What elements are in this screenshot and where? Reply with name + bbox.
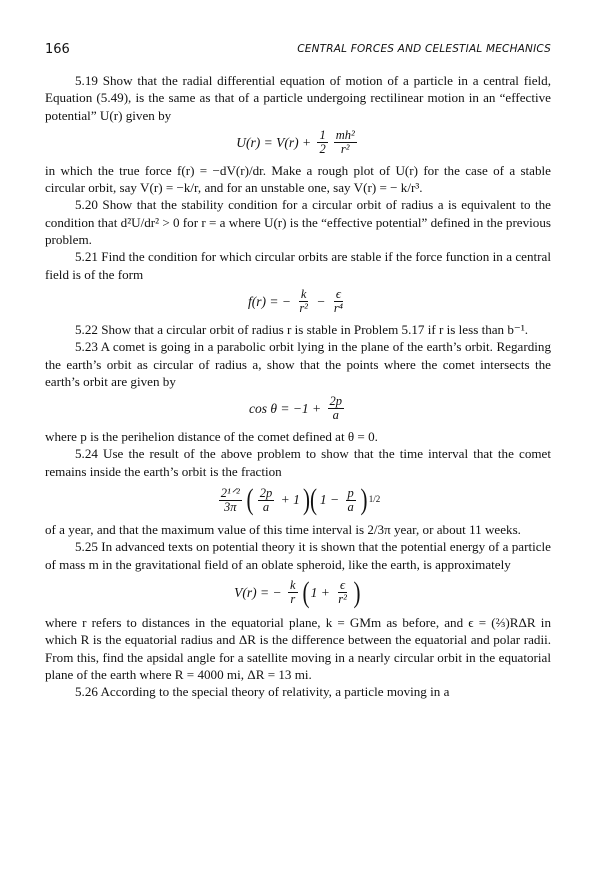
equation-time-fraction: $\frac{\text{2¹ᐟ²}}{3\pi}$ ( $\frac{2p}{a}$ + 1 )( 1 − $\frac{p}{a}$ ) 1/2 — [220, 483, 381, 517]
problem-5-23-continued: where p is the perihelion distance of the comet defined at θ = 0. — [45, 429, 378, 445]
problem-5-25-continued: where r refers to distances in the equatorial plane, k = GMm as before, and ϵ = (⅔)RΔR in which R is the equatorial radius and ΔR is the difference between the equatorial and polar radii. From this, find the apsidal angle for a satellite moving in a nearly circular orbit in the equatorial plane of the earth where R = 4000 mi, ΔR = 13 mi. — [45, 614, 551, 682]
page-number: 166 — [45, 42, 70, 57]
equation-oblate-potential: V(r) = − $\frac{k}{r}$ ( 1 + $\frac{\epsilon}{\text{r²}}$ ) — [234, 575, 361, 609]
equation-comet-intersection: cos θ = −1 + $\frac{2p}{a}$ — [248, 394, 343, 423]
equation-force-function: f(r) = − $\frac{k}{\text{r²}}$ − $\frac{\epsilon}{\text{r⁴}}$ — [247, 286, 344, 315]
problem-5-19-continued: in which the true force f(r) = −dV(r)/dr. Make a rough plot of U(r) for the case of a stable circular orbit, say V(r) = −k/r, and for an unstable one, say V(r) = − k/r³. — [45, 162, 551, 196]
problem-5-20: 5.20 Show that the stability condition for a circular orbit of radius a is equivalent to the condition that d²U/dr² > 0 for r = a where U(r) is the “effective potential” defined in the previous problem. — [45, 197, 551, 248]
equation-effective-potential: U(r) = V(r) + $\frac{1}{2}$ $\frac{\text{mh²}}{\text{r²}}$ — [236, 127, 355, 156]
problem-5-23: 5.23 A comet is going in a parabolic orbit lying in the plane of the earth’s orbit. Regarding the earth’s orbit as circular of radius a, show that the points where the comet intersects the earth’s orbit are given by — [45, 339, 551, 389]
problem-5-24: 5.24 Use the result of the above problem to show that the time interval that the comet remains inside the earth’s orbit is the fraction — [45, 446, 551, 479]
problem-5-25: 5.25 In advanced texts on potential theory it is shown that the potential energy of a particle of mass m in the gravitational field of an oblate spheroid, like the earth, is approximately — [45, 539, 551, 572]
page-body — [45, 72, 551, 700]
problem-5-26: 5.26 According to the special theory of relativity, a particle moving in a — [75, 684, 450, 700]
page-header — [45, 42, 551, 60]
problem-5-24-continued: of a year, and that the maximum value of this time interval is 2/3π year, or about 11 weeks. — [45, 522, 521, 538]
problem-5-21: 5.21 Find the condition for which circular orbits are stable if the force function in a central field is of the form — [45, 249, 551, 282]
problem-5-22: 5.22 Show that a circular orbit of radius r is stable in Problem 5.17 if r is less than b⁻¹. — [75, 321, 529, 337]
problem-5-19: 5.19 Show that the radial differential equation of motion of a particle in a central field, Equation (5.49), is the same as that of a particle undergoing rectilinear motion in an “effective potential” U(r) given by — [45, 73, 551, 123]
running-head: CENTRAL FORCES AND CELESTIAL MECHANICS — [297, 43, 551, 55]
